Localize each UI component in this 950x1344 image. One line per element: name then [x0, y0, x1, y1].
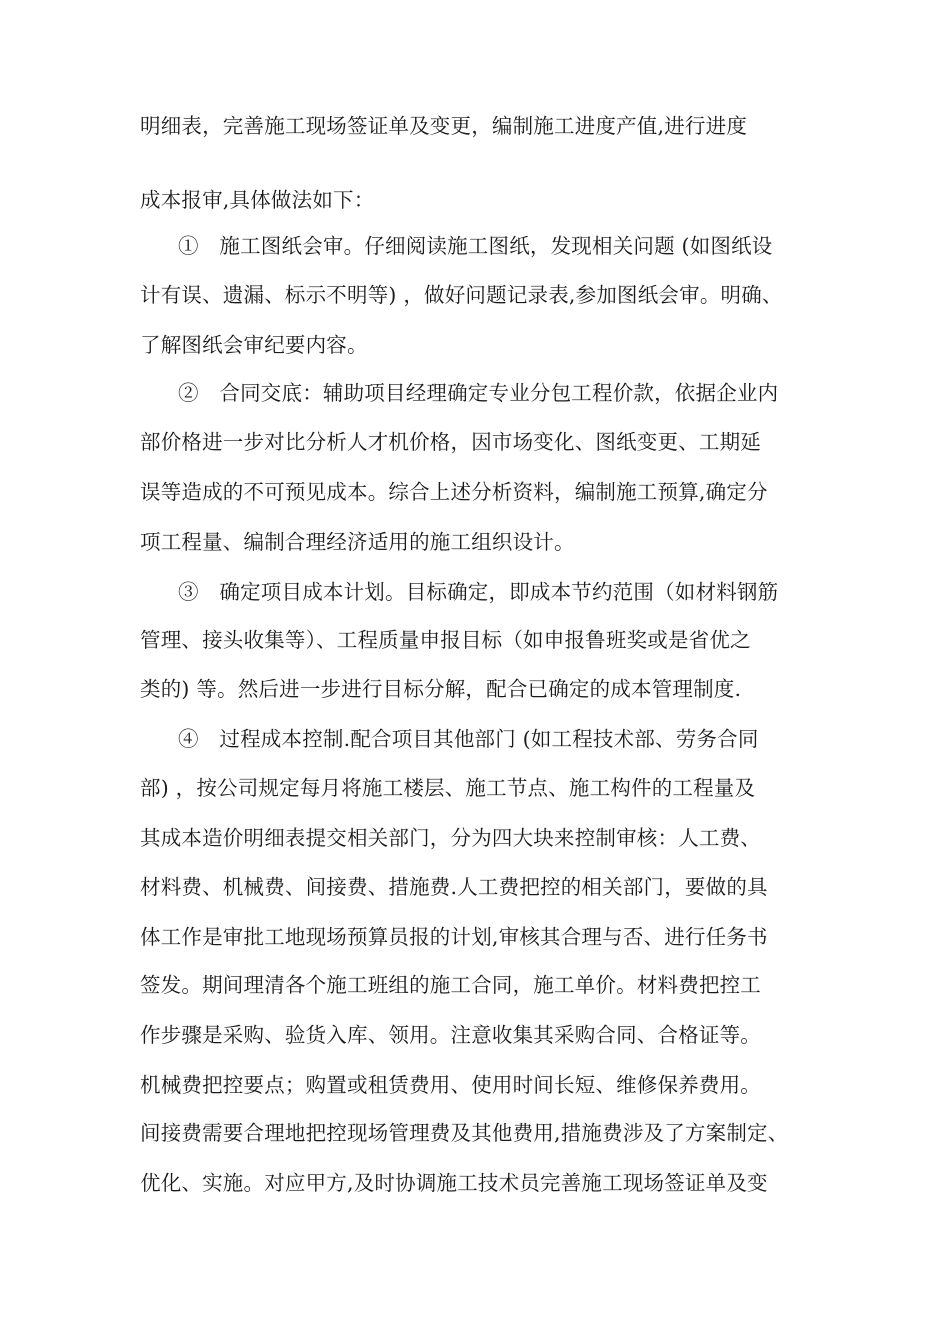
paragraph-4-line-10: 优化、实施。对应甲方,及时协调施工技术员完善施工现场签证单及变 [140, 1171, 768, 1195]
paragraph-4-line-2: 部) ，按公司规定每月将施工楼层、施工节点、施工构件的工程量及 [140, 776, 756, 800]
paragraph-4-line-7: 作步骤是采购、验货入库、领用。注意收集其采购合同、合格证等。 [140, 1023, 761, 1047]
paragraph-3-line-1: ③ 确定项目成本计划。目标确定，即成本节约范围（如材料钢筋 [178, 580, 779, 604]
paragraph-2-line-2: 部价格进一步对比分析人才机价格，因市场变化、图纸变更、工期延 [140, 430, 761, 454]
paragraph-4-line-5: 体工作是审批工地现场预算员报的计划,审核其合理与否、进行任务书 [140, 925, 768, 949]
paragraph-1-line-2: 计有误、遗漏、标示不明等) ，做好问题记录表,参加图纸会审。明确、 [140, 283, 783, 307]
paragraph-4-line-1: ④ 过程成本控制.配合项目其他部门 (如工程技术部、劳务合同 [178, 727, 759, 751]
paragraph-2-line-4: 项工程量、编制合理经济适用的施工组织设计。 [140, 530, 575, 554]
paragraph-2-line-3: 误等造成的不可预见成本。综合上述分析资料，编制施工预算,确定分 [140, 480, 768, 504]
paragraph-4-line-6: 签发。期间理清各个施工班组的施工合同，施工单价。材料费把控工 [140, 973, 761, 997]
text-line-2: 成本报审,具体做法如下： [140, 188, 375, 212]
paragraph-3-line-3: 类的) 等。然后进一步进行目标分解，配合已确定的成本管理制度. [140, 677, 742, 701]
paragraph-4-line-9: 间接费需要合理地把控现场管理费及其他费用,措施费涉及了方案制定、 [140, 1121, 789, 1145]
paragraph-4-line-8: 机械费把控要点；购置或租赁费用、使用时间长短、维修保养费用。 [140, 1073, 761, 1097]
paragraph-2-line-1: ② 合同交底：辅助项目经理确定专业分包工程价款，依据企业内 [178, 381, 779, 405]
paragraph-1-line-1: ① 施工图纸会审。仔细阅读施工图纸，发现相关问题 (如图纸设 [178, 234, 773, 258]
paragraph-3-line-2: 管理、接头收集等）、工程质量申报目标（如申报鲁班奖或是省优之 [140, 628, 751, 652]
paragraph-4-line-4: 材料费、机械费、间接费、措施费.人工费把控的相关部门，要做的具 [140, 875, 768, 899]
paragraph-1-line-3: 了解图纸会审纪要内容。 [140, 333, 368, 357]
text-line-1: 明细表，完善施工现场签证单及变更，编制施工进度产值,进行进度 [140, 114, 748, 138]
paragraph-4-line-3: 其成本造价明细表提交相关部门，分为四大块来控制审核：人工费、 [140, 826, 761, 850]
